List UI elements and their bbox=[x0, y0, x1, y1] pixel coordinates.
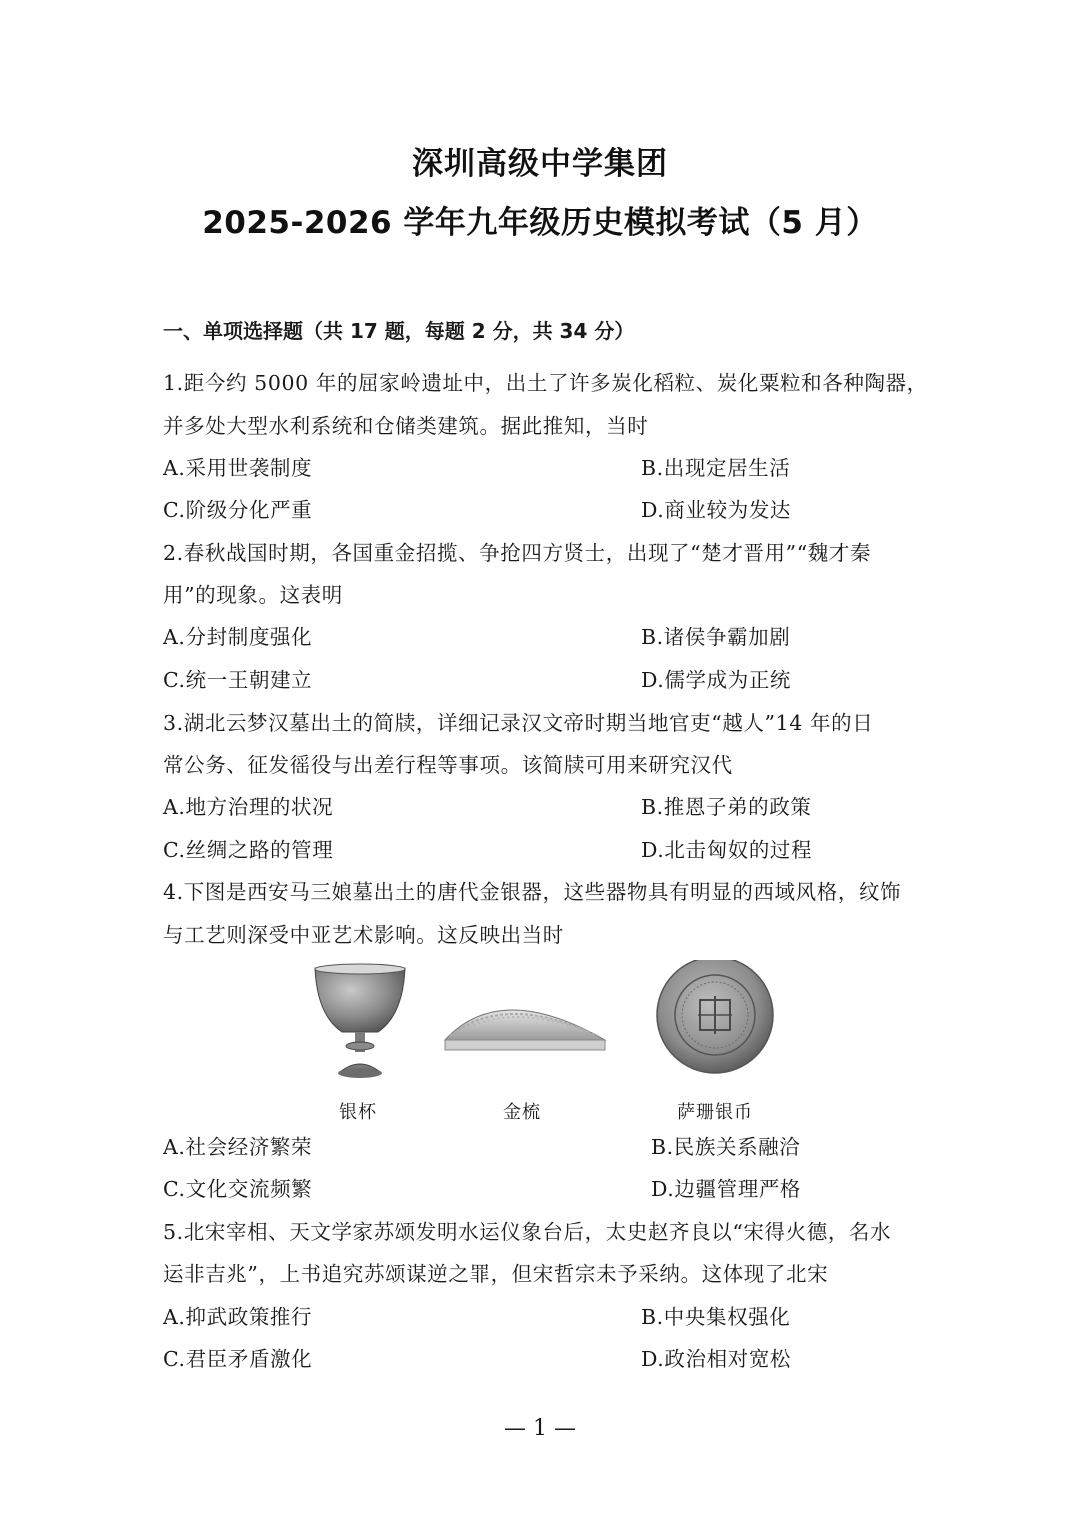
q5-stem-line2: 运非吉兆”，上书追究苏颂谋逆之罪，但宋哲宗未予采纳。这体现了北宋 bbox=[163, 1262, 829, 1286]
q3-option-a: A.地方治理的状况 bbox=[163, 795, 334, 819]
q1-option-a: A.采用世袭制度 bbox=[163, 456, 313, 480]
caption-silver-cup: 银杯 bbox=[339, 1102, 377, 1123]
q1-option-c: C.阶级分化严重 bbox=[163, 498, 313, 522]
q3-stem-line2: 常公务、征发徭役与出差行程等事项。该简牍可用来研究汉代 bbox=[163, 753, 733, 777]
q4-option-b: B.民族关系融洽 bbox=[651, 1135, 801, 1159]
q4-option-d: D.边疆管理严格 bbox=[651, 1177, 802, 1201]
q3-option-d: D.北击匈奴的过程 bbox=[641, 838, 813, 862]
page-number: — 1 — bbox=[504, 1416, 576, 1441]
q2-option-d: D.儒学成为正统 bbox=[641, 668, 792, 692]
q4-stem-line1: 4.下图是西安马三娘墓出土的唐代金银器，这些器物具有明显的西域风格，纹饰 bbox=[163, 880, 902, 904]
q3-option-c: C.丝绸之路的管理 bbox=[163, 838, 334, 862]
q1-stem-line1: 1.距今约 5000 年的屈家岭遗址中，出土了许多炭化稻粒、炭化粟粒和各种陶器， bbox=[163, 371, 928, 395]
q1-option-b: B.出现定居生活 bbox=[641, 456, 791, 480]
caption-sasanian-coin: 萨珊银币 bbox=[677, 1102, 753, 1123]
silver-cup-image bbox=[315, 964, 405, 1078]
q5-option-a: A.抑武政策推行 bbox=[163, 1305, 313, 1329]
q1-option-d: D.商业较为发达 bbox=[641, 498, 792, 522]
q4-stem-line2: 与工艺则深受中亚艺术影响。这反映出当时 bbox=[163, 923, 564, 947]
q4-option-c: C.文化交流频繁 bbox=[163, 1177, 313, 1201]
q2-option-c: C.统一王朝建立 bbox=[163, 668, 313, 692]
q3-stem-line1: 3.湖北云梦汉墓出土的简牍，详细记录汉文帝时期当地官吏“越人”14 年的日 bbox=[163, 711, 874, 735]
q2-stem-line2: 用”的现象。这表明 bbox=[163, 583, 343, 607]
caption-gold-comb: 金梳 bbox=[503, 1102, 541, 1123]
q5-option-d: D.政治相对宽松 bbox=[641, 1347, 792, 1371]
q2-stem-line1: 2.春秋战国时期，各国重金招揽、争抢四方贤士，出现了“楚才晋用”“魏才秦 bbox=[163, 541, 872, 565]
section-heading: 一、单项选择题（共 17 题，每题 2 分，共 34 分） bbox=[163, 319, 635, 343]
exam-title: 2025-2026 学年九年级历史模拟考试（5 月） bbox=[202, 205, 878, 241]
q5-option-b: B.中央集权强化 bbox=[641, 1305, 791, 1329]
q4-option-a: A.社会经济繁荣 bbox=[163, 1135, 313, 1159]
gold-comb-image bbox=[445, 1010, 605, 1050]
q2-option-b: B.诸侯争霸加剧 bbox=[641, 625, 791, 649]
q5-option-c: C.君臣矛盾激化 bbox=[163, 1347, 313, 1371]
q5-stem-line1: 5.北宋宰相、天文学家苏颂发明水运仪象台后，太史赵齐良以“宋得火德，名水 bbox=[163, 1220, 892, 1244]
q1-stem-line2: 并多处大型水利系统和仓储类建筑。据此推知，当时 bbox=[163, 414, 649, 438]
q3-option-b: B.推恩子弟的政策 bbox=[641, 795, 812, 819]
exam-school-title: 深圳高级中学集团 bbox=[412, 146, 668, 182]
sasanian-coin-image bbox=[657, 960, 773, 1073]
q2-option-a: A.分封制度强化 bbox=[163, 625, 313, 649]
q4-artifacts-figure bbox=[300, 960, 780, 1085]
